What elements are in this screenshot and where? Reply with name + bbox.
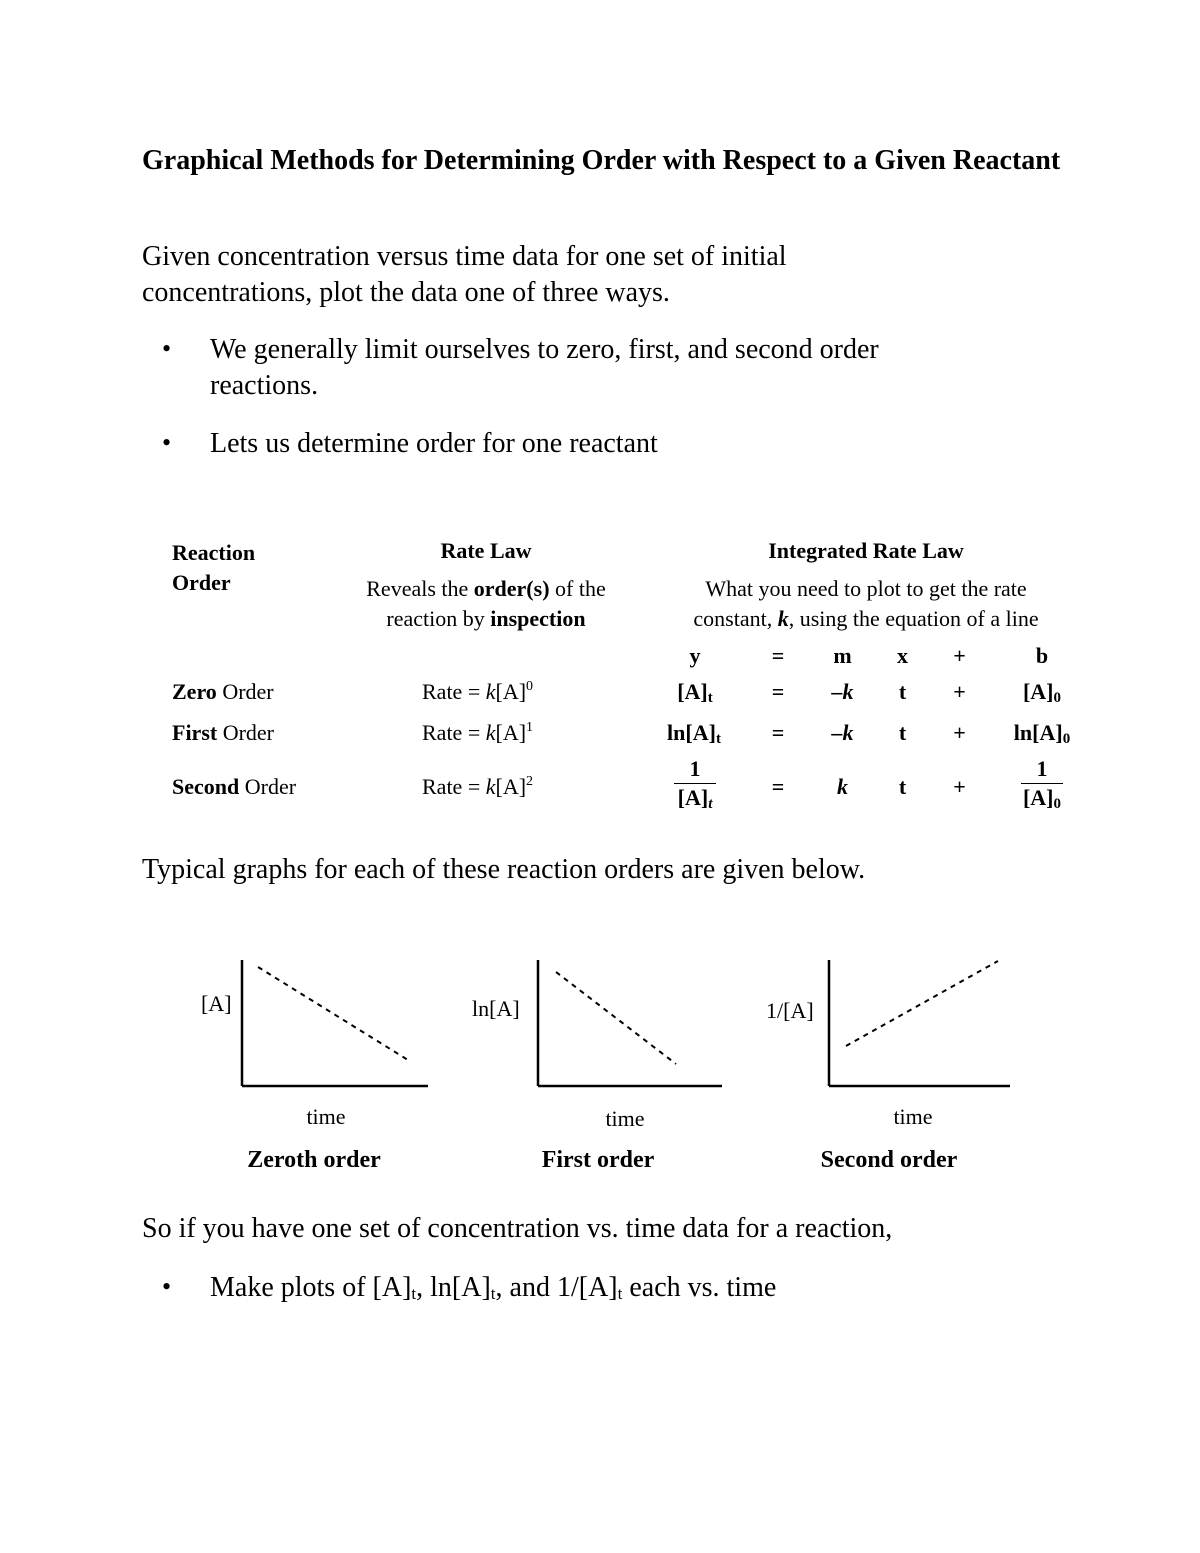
- zeroth-order-graph: [242, 960, 428, 1086]
- graph-2-caption: First order: [541, 1147, 655, 1173]
- row-first-intercept: [996, 720, 1088, 748]
- row-first-slope: –k: [831, 720, 854, 745]
- second-order-graph: [829, 960, 1010, 1086]
- graph-3-caption: Second order: [820, 1147, 958, 1173]
- row-first-plus: +: [953, 720, 966, 745]
- graph-1-xlabel: time: [306, 1104, 346, 1129]
- text: , ln[A]: [416, 1272, 491, 1303]
- eq-header-y: y: [689, 643, 701, 668]
- bullet-item-1: [210, 332, 879, 404]
- text: ln[A]: [1013, 720, 1063, 745]
- graphs-intro: Typical graphs for each of these reaction orders are given below.: [142, 854, 866, 885]
- row-zero-order-label: [172, 679, 274, 705]
- text: [A]: [1022, 679, 1054, 704]
- text: 2: [526, 774, 534, 789]
- text: [A]: [495, 720, 527, 745]
- order-graphs: [0, 940, 1200, 1100]
- page-title: Graphical Methods for Determining Order with Respect to a Given Reactant: [142, 145, 1061, 176]
- row-zero-plus: +: [953, 679, 966, 704]
- text: 0: [1053, 796, 1062, 812]
- trend-line-decreasing: [556, 972, 676, 1064]
- row-first-y: [650, 720, 738, 748]
- text: Rate =: [422, 720, 486, 745]
- text: Make plots of [A]: [210, 1272, 412, 1303]
- row-zero-y: [660, 679, 730, 707]
- text: t: [411, 1284, 417, 1303]
- rate-law-subheader: [336, 574, 636, 634]
- row-second-equals: =: [771, 774, 785, 799]
- text: Order: [216, 679, 274, 704]
- text: of the: [549, 576, 606, 601]
- fraction-denominator: [1023, 786, 1061, 816]
- row-zero-slope: –k: [831, 679, 854, 704]
- graph-3-xlabel: time: [893, 1104, 933, 1129]
- text: t: [707, 690, 713, 706]
- trend-line-increasing: [846, 961, 998, 1046]
- graph-2-ylabel: ln[A]: [472, 996, 520, 1021]
- row-second-slope: k: [837, 774, 848, 799]
- fraction-denominator: [678, 786, 713, 816]
- text: k: [485, 720, 496, 745]
- bullet-dot: •: [162, 334, 172, 363]
- bullet-dot: •: [162, 1272, 172, 1301]
- text: Order: [217, 720, 275, 745]
- intro-line-2: concentrations, plot the data one of three ways.: [142, 277, 670, 308]
- text: 0: [526, 679, 534, 694]
- text: k: [485, 679, 496, 704]
- row-first-rate-law: [422, 720, 533, 746]
- text: order(s): [473, 576, 550, 601]
- col-header-integrated-rate-law: Integrated Rate Law: [768, 538, 964, 563]
- trend-line-decreasing: [258, 967, 408, 1060]
- closing-paragraph: So if you have one set of concentration vs. time data for a reaction,: [142, 1213, 893, 1244]
- text: reaction by: [386, 606, 491, 631]
- col-header-rate-law: Rate Law: [440, 538, 532, 563]
- integrated-rate-law-subheader: [656, 574, 1076, 634]
- text: Second: [172, 774, 240, 799]
- eq-header-plus: +: [953, 643, 966, 668]
- text: inspection: [490, 606, 586, 631]
- eq-header-m: m: [833, 643, 852, 668]
- text: t: [617, 1284, 623, 1303]
- text: Reveals the: [366, 576, 474, 601]
- text: 0: [1062, 731, 1071, 747]
- text: [A]: [677, 679, 708, 704]
- row-first-equals: =: [771, 720, 785, 745]
- bullet-item-2: Lets us determine order for one reactant: [210, 428, 658, 459]
- text: ln[A]: [667, 720, 716, 745]
- row-second-intercept-fraction: [1000, 756, 1084, 816]
- text: constant,: [693, 606, 778, 631]
- col-header-line: Order: [172, 570, 231, 595]
- text: , and 1/[A]: [495, 1272, 618, 1303]
- col-header-reaction-order: [172, 538, 255, 598]
- row-zero-rate-law: [422, 679, 533, 705]
- first-order-graph: [538, 960, 722, 1086]
- text: [A]: [495, 679, 527, 704]
- text: t: [708, 796, 713, 812]
- text: [A]: [495, 774, 527, 799]
- row-second-x: t: [898, 774, 907, 799]
- eq-header-x: x: [897, 643, 908, 668]
- text: [A]: [677, 785, 709, 810]
- row-second-plus: +: [953, 774, 966, 799]
- text: k: [485, 774, 496, 799]
- row-zero-x: t: [898, 679, 907, 704]
- text: Rate =: [422, 774, 486, 799]
- text: each vs. time: [622, 1272, 777, 1303]
- row-second-rate-law: [422, 774, 533, 800]
- text: , using the equation of a line: [788, 606, 1039, 631]
- text: What you need to plot to get the rate: [705, 576, 1027, 601]
- text: t: [715, 731, 721, 747]
- graph-1-ylabel: [A]: [201, 991, 232, 1016]
- row-first-x: t: [898, 720, 907, 745]
- text: Order: [239, 774, 297, 799]
- row-first-order-label: [172, 720, 274, 746]
- fraction-numerator: 1: [1036, 756, 1048, 781]
- fraction-numerator: 1: [689, 756, 701, 781]
- text: [A]: [1022, 785, 1054, 810]
- row-second-y-fraction: [660, 756, 730, 816]
- graph-3-ylabel: 1/[A]: [766, 998, 814, 1023]
- bullet-1-line-2: reactions.: [210, 370, 319, 401]
- text: t: [490, 1284, 496, 1303]
- text: Rate =: [422, 679, 486, 704]
- row-zero-equals: =: [771, 679, 785, 704]
- col-header-line: Reaction: [172, 540, 256, 565]
- text: 0: [1053, 690, 1062, 706]
- eq-header-equals: =: [771, 643, 785, 668]
- fraction-bar: [674, 783, 716, 784]
- text: First: [172, 720, 218, 745]
- bullet-1-line-1: We generally limit ourselves to zero, first, and second order: [210, 334, 879, 365]
- row-second-order-label: [172, 774, 296, 800]
- intro-line-1: Given concentration versus time data for one set of initial: [142, 241, 787, 272]
- text: Zero: [172, 679, 217, 704]
- row-zero-intercept: [1000, 679, 1084, 707]
- text: k: [777, 606, 789, 631]
- text: 1: [526, 720, 534, 735]
- bullet-dot: •: [162, 428, 172, 457]
- fraction-bar: [1021, 783, 1063, 784]
- graph-2-xlabel: time: [605, 1106, 645, 1131]
- bullet-item-3: [210, 1270, 776, 1312]
- intro-paragraph: [142, 239, 787, 311]
- graph-1-caption: Zeroth order: [247, 1147, 381, 1173]
- eq-header-b: b: [1035, 643, 1049, 668]
